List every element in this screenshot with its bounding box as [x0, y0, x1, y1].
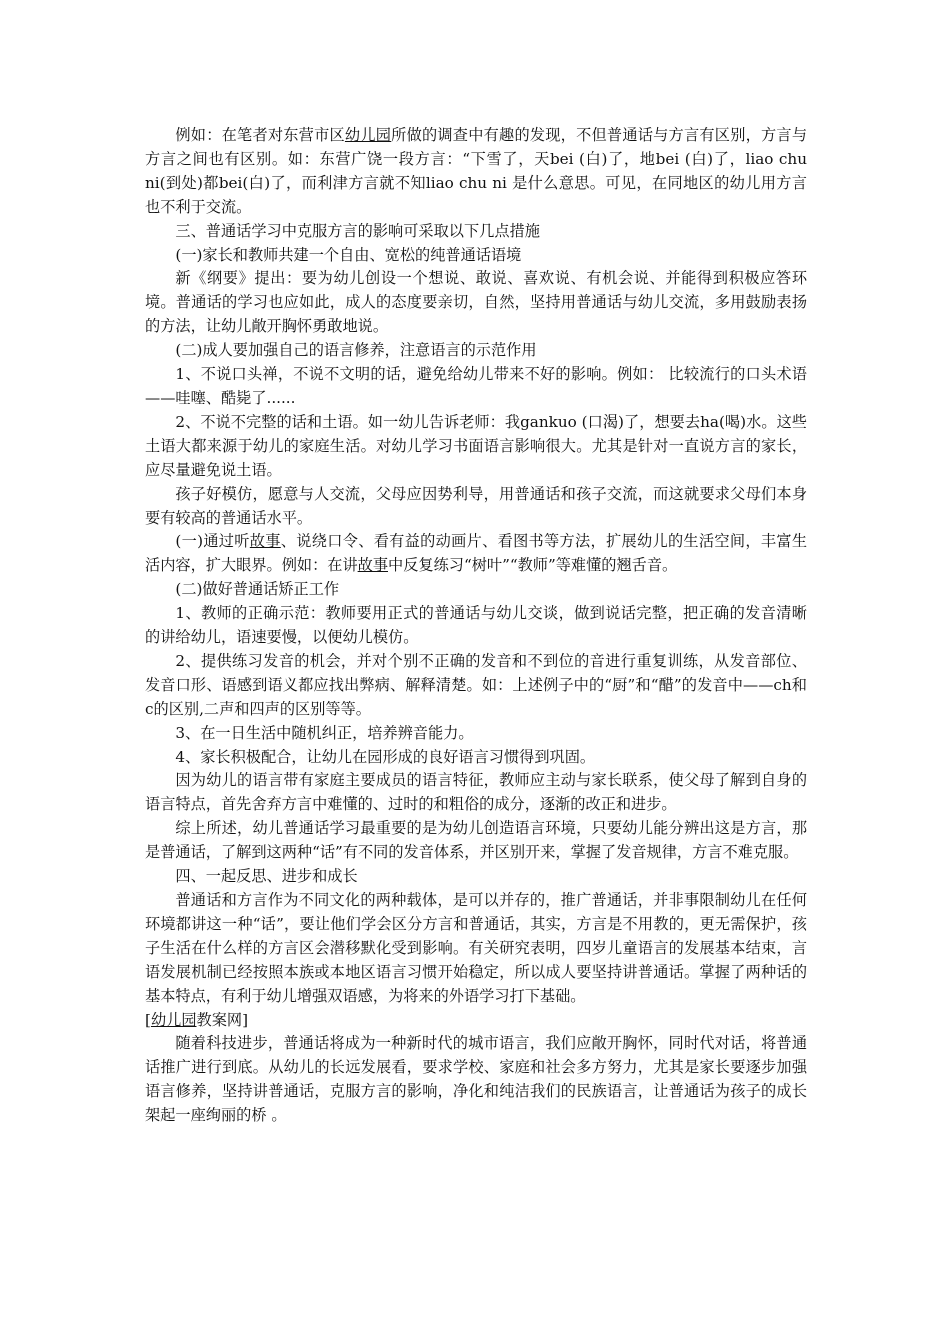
paragraph-correction-1: 1、教师的正确示范：教师要用正式的普通话与幼儿交谈，做到说话完整，把正确的发音清晰的讲给幼儿，语速要慢，以便幼儿模仿。: [145, 604, 807, 647]
paragraph-correction-2: 2、提供练习发音的机会，并对个别不正确的发音和不到位的音进行重复训练，从发音部位、发音口形、语感到语义都应找出弊病、解释清楚。如：上述例子中的“厨”和“醋”的发音中——ch和c的区别,二声和四声的区别等等。: [145, 651, 807, 718]
text: (一)通过听: [175, 532, 250, 551]
section-heading-3: 三、普通话学习中克服方言的影响可采取以下几点措施: [175, 221, 540, 240]
subheading-1: (一)家长和教师共建一个自由、宽松的纯普通话语境: [175, 245, 522, 264]
paragraph-item-1: 1、不说口头禅，不说不文明的话，避免给幼儿带来不好的影响。例如： 比较流行的口头术语——哇噻、酷毙了......: [145, 365, 807, 407]
text: 、说绕口令、看有益的动画片、看图书等方法，扩展幼儿的生活空间，丰富生活内容，扩大眼界。例如：在讲: [145, 532, 808, 575]
text: 所做的调查中有趣的发现，不但普通话与方言有区别，方言与方言之间也有区别。如：东营广饶一段方言：“下雪了，天bei (白)了，地bei (白)了，liao chu ni(到处)都bei(白)了，而利津方言就不知liao chu ni 是什么意思。可见，在同地区的幼儿用方言也不利于交流。: [145, 126, 808, 216]
paragraph-conclusion: 随着科技进步，普通话将成为一种新时代的城市语言，我们应敞开胸怀，同时代对话，将普通话推广进行到底。从幼儿的长远发展看，要求学校、家庭和社会多方努力，尤其是家长要逐步加强语言修养，坚持讲普通话，克服方言的影响，净化和纯洁我们的民族语言，让普通话为孩子的成长架起一座绚丽的桥 。: [145, 1034, 807, 1125]
story-link[interactable]: 故事: [249, 532, 281, 551]
text: 例如：在笔者对东营市区: [175, 126, 345, 144]
paragraph-family: 因为幼儿的语言带有家庭主要成员的语言特征，教师应主动与家长联系，使父母了解到自身的语言特点，首先舍弃方言中难懂的、过时的和粗俗的成分，逐渐的改正和进步。: [145, 771, 807, 814]
story-link[interactable]: 故事: [357, 556, 388, 575]
section-heading-4: 四、一起反思、进步和成长: [175, 867, 358, 886]
paragraph-item-2: 2、不说不完整的话和土语。如一幼儿告诉老师：我gankuo (口渴)了，想要去ha(喝)水。这些土语大都来源于幼儿的家庭生活。对幼儿学习书面语言影响很大。尤其是针对一直说方言的家长，应尽量避免说土语。: [145, 412, 807, 479]
paragraph-stories: [145, 530, 807, 578]
paragraph-imitation: 孩子好模仿，愿意与人交流，父母应因势利导，用普通话和孩子交流，而这就要求父母们本身要有较高的普通话水平。: [145, 484, 807, 527]
kindergarten-link[interactable]: 幼儿园: [150, 1010, 197, 1029]
text: 教案网]: [196, 1010, 248, 1029]
paragraph-guideline: 新《纲要》提出：要为幼儿创设一个想说、敢说、喜欢说、有机会说、并能得到积极应答环境。普通话的学习也应如此，成人的态度要亲切，自然，坚持用普通话与幼儿交流，多用鼓励表扬的方法，让幼儿敞开胸怀勇敢地说。: [145, 269, 807, 336]
paragraph-reflection: 普通话和方言作为不同文化的两种载体，是可以并存的，推广普通话，并非事限制幼儿在任何环境都讲这一种“话”，要让他们学会区分方言和普通话，其实，方言是不用教的，更无需保护，孩子生活在什么样的方言区会潜移默化受到影响。有关研究表明，四岁儿童语言的发展基本结束，言语发展机制已经按照本族或本地区语言习惯开始稳定，所以成人要坚持讲普通话。掌握了两种话的基本特点，有利于幼儿增强双语感，为将来的外语学习打下基础。: [145, 891, 807, 1005]
subheading-3: (二)做好普通话矫正工作: [175, 580, 340, 599]
paragraph-correction-3: 3、在一日生活中随机纠正，培养辨音能力。: [175, 723, 474, 742]
subheading-2: (二)成人要加强自己的语言修养，注意语言的示范作用: [175, 341, 537, 360]
text: 中反复练习“树叶”“教师”等难懂的翘舌音。: [388, 556, 678, 575]
document-body: [145, 124, 807, 1128]
text: [: [145, 1010, 151, 1029]
paragraph-example: [145, 124, 807, 220]
kindergarten-link[interactable]: 幼儿园: [344, 126, 392, 144]
paragraph-summary: 综上所述，幼儿普通话学习最重要的是为幼儿创造语言环境，只要幼儿能分辨出这是方言，那是普通话，了解到这两种“话”有不同的发音体系，并区别开来，掌握了发音规律，方言不难克服。: [145, 819, 807, 862]
source-note: [145, 1009, 807, 1033]
paragraph-correction-4: 4、家长积极配合，让幼儿在园形成的良好语言习惯得到巩固。: [175, 747, 596, 766]
